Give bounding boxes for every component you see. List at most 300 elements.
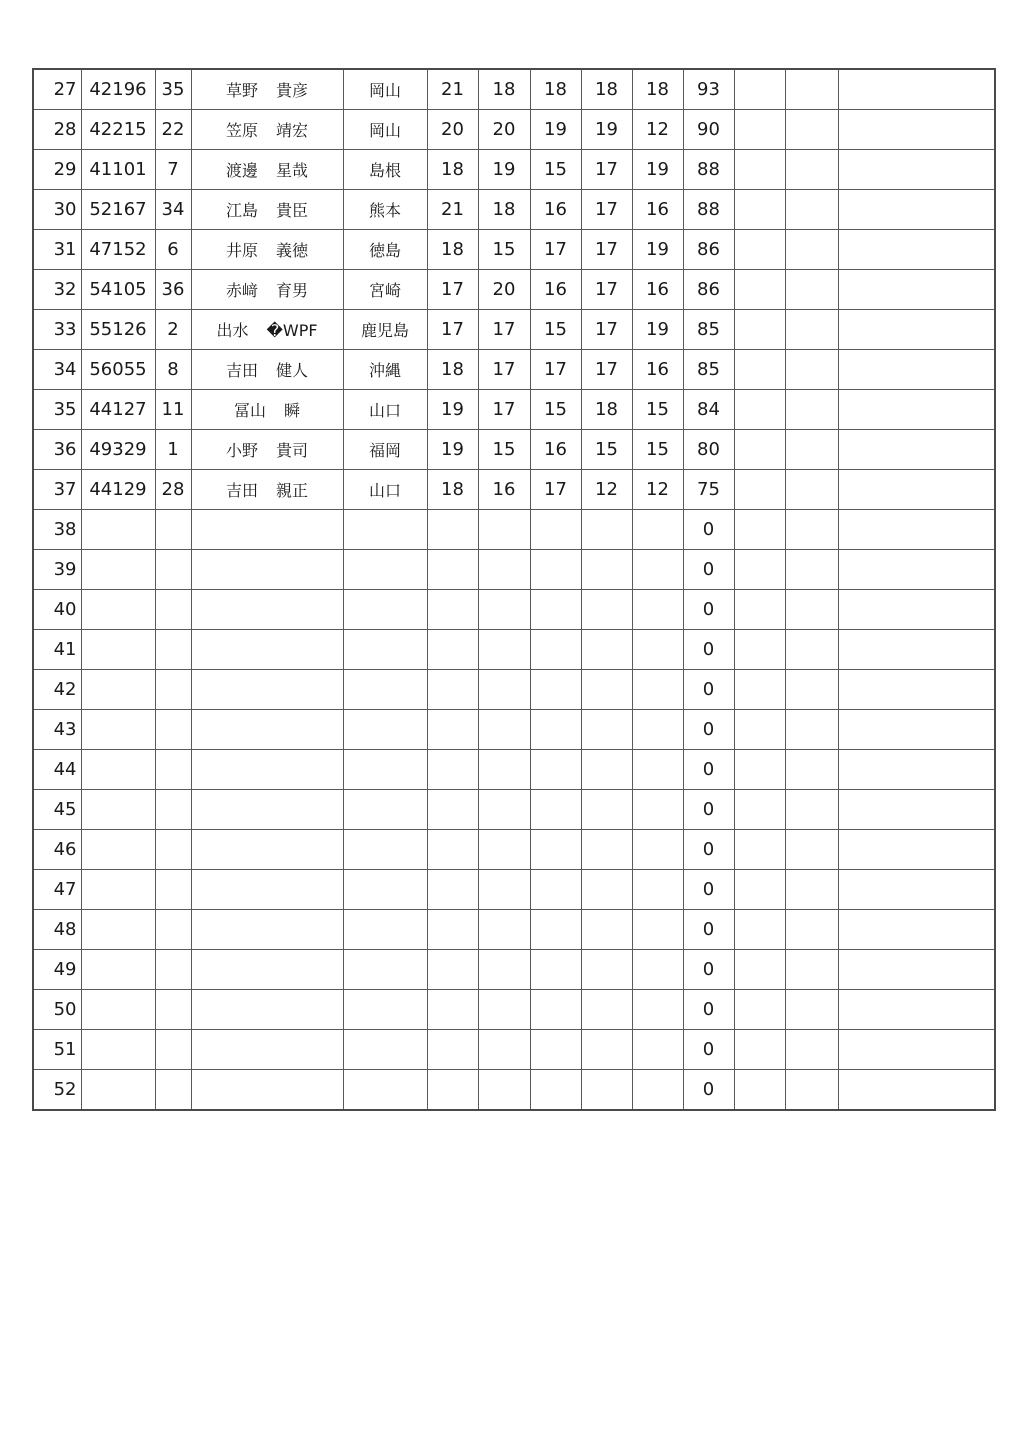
- blank-cell-3: [838, 150, 995, 190]
- round-1-score-cell: 21: [427, 190, 478, 230]
- name-cell: [191, 630, 343, 670]
- blank-cell-3: [838, 590, 995, 630]
- round-4-score-cell: [581, 590, 632, 630]
- rank-cell: 41: [33, 630, 81, 670]
- rank-cell: 37: [33, 470, 81, 510]
- rank-cell: 52: [33, 1070, 81, 1111]
- round-4-score-cell: 17: [581, 190, 632, 230]
- blank-cell-3: [838, 390, 995, 430]
- table-row: [33, 430, 995, 470]
- entry-number-cell: [155, 830, 191, 870]
- member-id-cell: 42215: [81, 110, 155, 150]
- prefecture-cell: 島根: [343, 150, 427, 190]
- blank-cell-3: [838, 190, 995, 230]
- round-5-score-cell: 19: [632, 150, 683, 190]
- round-5-score-cell: 12: [632, 110, 683, 150]
- blank-cell-3: [838, 910, 995, 950]
- blank-cell-1: [734, 470, 785, 510]
- member-id-cell: [81, 870, 155, 910]
- blank-cell-1: [734, 310, 785, 350]
- total-score-cell: 0: [683, 710, 734, 750]
- round-1-score-cell: [427, 630, 478, 670]
- name-cell: [191, 750, 343, 790]
- round-5-score-cell: [632, 870, 683, 910]
- prefecture-cell: 徳島: [343, 230, 427, 270]
- surname: 江島: [225, 201, 258, 220]
- member-id-cell: [81, 750, 155, 790]
- blank-cell-1: [734, 350, 785, 390]
- name-cell: [191, 870, 343, 910]
- round-1-score-cell: [427, 710, 478, 750]
- member-id-cell: 54105: [81, 270, 155, 310]
- total-score-cell: 86: [683, 270, 734, 310]
- given-name: 親正: [276, 481, 309, 500]
- round-4-score-cell: 17: [581, 350, 632, 390]
- round-1-score-cell: [427, 550, 478, 590]
- name-cell: [191, 590, 343, 630]
- given-name: 靖宏: [276, 121, 309, 140]
- blank-cell-2: [785, 1030, 838, 1070]
- round-4-score-cell: 17: [581, 270, 632, 310]
- table-row: [33, 190, 995, 230]
- round-1-score-cell: [427, 790, 478, 830]
- blank-cell-2: [785, 590, 838, 630]
- name-cell: [191, 69, 343, 110]
- round-4-score-cell: [581, 550, 632, 590]
- round-5-score-cell: 16: [632, 190, 683, 230]
- table-row: [33, 470, 995, 510]
- table-row: [33, 790, 995, 830]
- round-5-score-cell: [632, 790, 683, 830]
- entry-number-cell: 35: [155, 69, 191, 110]
- round-2-score-cell: 18: [478, 190, 530, 230]
- round-5-score-cell: [632, 670, 683, 710]
- total-score-cell: 85: [683, 310, 734, 350]
- rank-cell: 28: [33, 110, 81, 150]
- surname: 小野: [225, 441, 258, 460]
- round-3-score-cell: 18: [530, 69, 581, 110]
- blank-cell-1: [734, 230, 785, 270]
- rank-cell: 40: [33, 590, 81, 630]
- blank-cell-3: [838, 270, 995, 310]
- round-3-score-cell: [530, 990, 581, 1030]
- blank-cell-3: [838, 230, 995, 270]
- round-3-score-cell: 16: [530, 270, 581, 310]
- round-3-score-cell: [530, 790, 581, 830]
- round-3-score-cell: [530, 590, 581, 630]
- blank-cell-1: [734, 990, 785, 1030]
- blank-cell-3: [838, 1030, 995, 1070]
- round-4-score-cell: [581, 910, 632, 950]
- round-4-score-cell: 18: [581, 390, 632, 430]
- blank-cell-1: [734, 110, 785, 150]
- given-name: 育男: [276, 281, 309, 300]
- blank-cell-2: [785, 270, 838, 310]
- round-2-score-cell: [478, 1070, 530, 1111]
- round-1-score-cell: 18: [427, 230, 478, 270]
- given-name: �WPF: [266, 321, 318, 340]
- prefecture-cell: 熊本: [343, 190, 427, 230]
- entry-number-cell: 28: [155, 470, 191, 510]
- table-row: [33, 69, 995, 110]
- entry-number-cell: 1: [155, 430, 191, 470]
- round-1-score-cell: 19: [427, 430, 478, 470]
- round-4-score-cell: [581, 790, 632, 830]
- total-score-cell: 80: [683, 430, 734, 470]
- table-row: [33, 1070, 995, 1111]
- round-3-score-cell: [530, 510, 581, 550]
- surname: 吉田: [225, 481, 258, 500]
- name-cell: [191, 270, 343, 310]
- round-5-score-cell: 15: [632, 390, 683, 430]
- rank-cell: 46: [33, 830, 81, 870]
- blank-cell-2: [785, 110, 838, 150]
- blank-cell-1: [734, 590, 785, 630]
- surname: 笠原: [225, 121, 258, 140]
- total-score-cell: 86: [683, 230, 734, 270]
- given-name: 瞬: [284, 401, 301, 420]
- name-cell: [191, 950, 343, 990]
- round-2-score-cell: 17: [478, 310, 530, 350]
- round-3-score-cell: [530, 710, 581, 750]
- total-score-cell: 0: [683, 950, 734, 990]
- blank-cell-1: [734, 430, 785, 470]
- rank-cell: 35: [33, 390, 81, 430]
- blank-cell-2: [785, 630, 838, 670]
- round-4-score-cell: 15: [581, 430, 632, 470]
- prefecture-cell: [343, 870, 427, 910]
- table-body: [33, 69, 995, 1110]
- surname: 吉田: [225, 361, 258, 380]
- member-id-cell: 44127: [81, 390, 155, 430]
- prefecture-cell: 山口: [343, 390, 427, 430]
- round-3-score-cell: 15: [530, 390, 581, 430]
- entry-number-cell: [155, 790, 191, 830]
- blank-cell-3: [838, 470, 995, 510]
- round-3-score-cell: 16: [530, 190, 581, 230]
- round-4-score-cell: [581, 510, 632, 550]
- round-4-score-cell: 12: [581, 470, 632, 510]
- blank-cell-2: [785, 550, 838, 590]
- table-row: [33, 550, 995, 590]
- total-score-cell: 0: [683, 990, 734, 1030]
- name-cell: [191, 1030, 343, 1070]
- blank-cell-1: [734, 1030, 785, 1070]
- round-2-score-cell: 18: [478, 69, 530, 110]
- round-2-score-cell: [478, 790, 530, 830]
- given-name: 義徳: [276, 241, 309, 260]
- round-5-score-cell: 12: [632, 470, 683, 510]
- round-1-score-cell: [427, 990, 478, 1030]
- blank-cell-3: [838, 110, 995, 150]
- round-1-score-cell: 20: [427, 110, 478, 150]
- table-row: [33, 590, 995, 630]
- name-cell: [191, 230, 343, 270]
- round-4-score-cell: [581, 1030, 632, 1070]
- rank-cell: 33: [33, 310, 81, 350]
- entry-number-cell: 2: [155, 310, 191, 350]
- round-4-score-cell: 19: [581, 110, 632, 150]
- blank-cell-1: [734, 870, 785, 910]
- round-1-score-cell: [427, 1030, 478, 1070]
- blank-cell-1: [734, 150, 785, 190]
- total-score-cell: 0: [683, 550, 734, 590]
- member-id-cell: 56055: [81, 350, 155, 390]
- round-4-score-cell: [581, 870, 632, 910]
- round-4-score-cell: [581, 990, 632, 1030]
- surname: 井原: [225, 241, 258, 260]
- round-2-score-cell: [478, 590, 530, 630]
- entry-number-cell: [155, 1070, 191, 1111]
- round-3-score-cell: [530, 750, 581, 790]
- blank-cell-3: [838, 310, 995, 350]
- round-2-score-cell: 20: [478, 110, 530, 150]
- round-5-score-cell: [632, 630, 683, 670]
- total-score-cell: 0: [683, 1030, 734, 1070]
- prefecture-cell: 岡山: [343, 69, 427, 110]
- round-2-score-cell: [478, 910, 530, 950]
- rank-cell: 34: [33, 350, 81, 390]
- round-1-score-cell: 18: [427, 150, 478, 190]
- entry-number-cell: [155, 710, 191, 750]
- blank-cell-2: [785, 870, 838, 910]
- prefecture-cell: [343, 990, 427, 1030]
- blank-cell-1: [734, 750, 785, 790]
- blank-cell-2: [785, 430, 838, 470]
- surname: 冨山: [233, 401, 266, 420]
- name-cell: [191, 790, 343, 830]
- total-score-cell: 0: [683, 510, 734, 550]
- entry-number-cell: 8: [155, 350, 191, 390]
- blank-cell-2: [785, 510, 838, 550]
- entry-number-cell: [155, 1030, 191, 1070]
- total-score-cell: 0: [683, 670, 734, 710]
- member-id-cell: [81, 1070, 155, 1111]
- prefecture-cell: 鹿児島: [343, 310, 427, 350]
- total-score-cell: 88: [683, 190, 734, 230]
- round-2-score-cell: [478, 630, 530, 670]
- name-cell: [191, 710, 343, 750]
- round-5-score-cell: [632, 1070, 683, 1111]
- prefecture-cell: 福岡: [343, 430, 427, 470]
- round-3-score-cell: [530, 910, 581, 950]
- round-2-score-cell: 19: [478, 150, 530, 190]
- round-5-score-cell: [632, 910, 683, 950]
- round-5-score-cell: [632, 590, 683, 630]
- score-table: [32, 68, 996, 1111]
- rank-cell: 30: [33, 190, 81, 230]
- table-row: [33, 950, 995, 990]
- prefecture-cell: [343, 910, 427, 950]
- round-1-score-cell: [427, 1070, 478, 1111]
- round-3-score-cell: [530, 870, 581, 910]
- table-row: [33, 670, 995, 710]
- round-3-score-cell: [530, 1070, 581, 1111]
- given-name: 星哉: [276, 161, 309, 180]
- name-cell: [191, 670, 343, 710]
- prefecture-cell: [343, 790, 427, 830]
- member-id-cell: [81, 910, 155, 950]
- rank-cell: 29: [33, 150, 81, 190]
- round-2-score-cell: [478, 830, 530, 870]
- prefecture-cell: [343, 550, 427, 590]
- rank-cell: 43: [33, 710, 81, 750]
- round-3-score-cell: [530, 630, 581, 670]
- name-cell: [191, 470, 343, 510]
- round-5-score-cell: 18: [632, 69, 683, 110]
- total-score-cell: 0: [683, 910, 734, 950]
- round-1-score-cell: [427, 670, 478, 710]
- blank-cell-3: [838, 510, 995, 550]
- table-row: [33, 870, 995, 910]
- round-4-score-cell: [581, 670, 632, 710]
- round-4-score-cell: [581, 710, 632, 750]
- round-4-score-cell: 18: [581, 69, 632, 110]
- blank-cell-2: [785, 910, 838, 950]
- round-1-score-cell: [427, 910, 478, 950]
- total-score-cell: 84: [683, 390, 734, 430]
- blank-cell-3: [838, 750, 995, 790]
- blank-cell-3: [838, 870, 995, 910]
- member-id-cell: 55126: [81, 310, 155, 350]
- entry-number-cell: [155, 510, 191, 550]
- blank-cell-2: [785, 750, 838, 790]
- surname: 赤﨑: [225, 281, 258, 300]
- blank-cell-2: [785, 990, 838, 1030]
- round-2-score-cell: [478, 950, 530, 990]
- table-row: [33, 830, 995, 870]
- entry-number-cell: 6: [155, 230, 191, 270]
- table-row: [33, 510, 995, 550]
- prefecture-cell: [343, 830, 427, 870]
- round-4-score-cell: [581, 830, 632, 870]
- round-2-score-cell: [478, 550, 530, 590]
- blank-cell-1: [734, 510, 785, 550]
- blank-cell-1: [734, 630, 785, 670]
- round-5-score-cell: [632, 750, 683, 790]
- table-row: [33, 910, 995, 950]
- name-cell: [191, 1070, 343, 1111]
- entry-number-cell: [155, 670, 191, 710]
- member-id-cell: [81, 510, 155, 550]
- round-5-score-cell: 16: [632, 270, 683, 310]
- blank-cell-2: [785, 670, 838, 710]
- round-2-score-cell: 16: [478, 470, 530, 510]
- total-score-cell: 0: [683, 750, 734, 790]
- prefecture-cell: [343, 630, 427, 670]
- name-cell: [191, 350, 343, 390]
- table-row: [33, 230, 995, 270]
- round-1-score-cell: [427, 830, 478, 870]
- round-3-score-cell: [530, 670, 581, 710]
- blank-cell-2: [785, 150, 838, 190]
- blank-cell-2: [785, 470, 838, 510]
- table-row: [33, 1030, 995, 1070]
- entry-number-cell: [155, 630, 191, 670]
- member-id-cell: [81, 950, 155, 990]
- rank-cell: 42: [33, 670, 81, 710]
- blank-cell-1: [734, 190, 785, 230]
- round-4-score-cell: [581, 1070, 632, 1111]
- round-2-score-cell: [478, 870, 530, 910]
- total-score-cell: 85: [683, 350, 734, 390]
- prefecture-cell: 岡山: [343, 110, 427, 150]
- entry-number-cell: [155, 870, 191, 910]
- surname: 草野: [225, 81, 258, 100]
- entry-number-cell: 22: [155, 110, 191, 150]
- blank-cell-2: [785, 790, 838, 830]
- round-3-score-cell: 15: [530, 150, 581, 190]
- blank-cell-3: [838, 710, 995, 750]
- name-cell: [191, 510, 343, 550]
- round-2-score-cell: [478, 1030, 530, 1070]
- member-id-cell: [81, 710, 155, 750]
- rank-cell: 38: [33, 510, 81, 550]
- round-5-score-cell: [632, 550, 683, 590]
- round-1-score-cell: 19: [427, 390, 478, 430]
- blank-cell-3: [838, 350, 995, 390]
- blank-cell-3: [838, 790, 995, 830]
- member-id-cell: 52167: [81, 190, 155, 230]
- entry-number-cell: [155, 590, 191, 630]
- member-id-cell: [81, 590, 155, 630]
- name-cell: [191, 430, 343, 470]
- prefecture-cell: 山口: [343, 470, 427, 510]
- round-1-score-cell: [427, 510, 478, 550]
- blank-cell-2: [785, 710, 838, 750]
- table-row: [33, 990, 995, 1030]
- blank-cell-3: [838, 550, 995, 590]
- blank-cell-3: [838, 430, 995, 470]
- prefecture-cell: [343, 750, 427, 790]
- member-id-cell: [81, 830, 155, 870]
- table-row: [33, 630, 995, 670]
- round-2-score-cell: 15: [478, 230, 530, 270]
- rank-cell: 39: [33, 550, 81, 590]
- rank-cell: 32: [33, 270, 81, 310]
- blank-cell-3: [838, 630, 995, 670]
- blank-cell-2: [785, 350, 838, 390]
- table-row: [33, 750, 995, 790]
- round-5-score-cell: [632, 830, 683, 870]
- round-5-score-cell: 15: [632, 430, 683, 470]
- round-1-score-cell: 18: [427, 470, 478, 510]
- rank-cell: 31: [33, 230, 81, 270]
- round-3-score-cell: [530, 950, 581, 990]
- total-score-cell: 88: [683, 150, 734, 190]
- table-row: [33, 110, 995, 150]
- prefecture-cell: [343, 510, 427, 550]
- member-id-cell: 44129: [81, 470, 155, 510]
- total-score-cell: 0: [683, 790, 734, 830]
- member-id-cell: 49329: [81, 430, 155, 470]
- member-id-cell: [81, 630, 155, 670]
- member-id-cell: [81, 990, 155, 1030]
- total-score-cell: 90: [683, 110, 734, 150]
- round-3-score-cell: 19: [530, 110, 581, 150]
- blank-cell-2: [785, 190, 838, 230]
- round-5-score-cell: [632, 1030, 683, 1070]
- blank-cell-1: [734, 550, 785, 590]
- prefecture-cell: [343, 670, 427, 710]
- round-4-score-cell: 17: [581, 310, 632, 350]
- prefecture-cell: 沖縄: [343, 350, 427, 390]
- name-cell: [191, 190, 343, 230]
- total-score-cell: 0: [683, 590, 734, 630]
- blank-cell-2: [785, 310, 838, 350]
- round-5-score-cell: [632, 510, 683, 550]
- round-4-score-cell: 17: [581, 230, 632, 270]
